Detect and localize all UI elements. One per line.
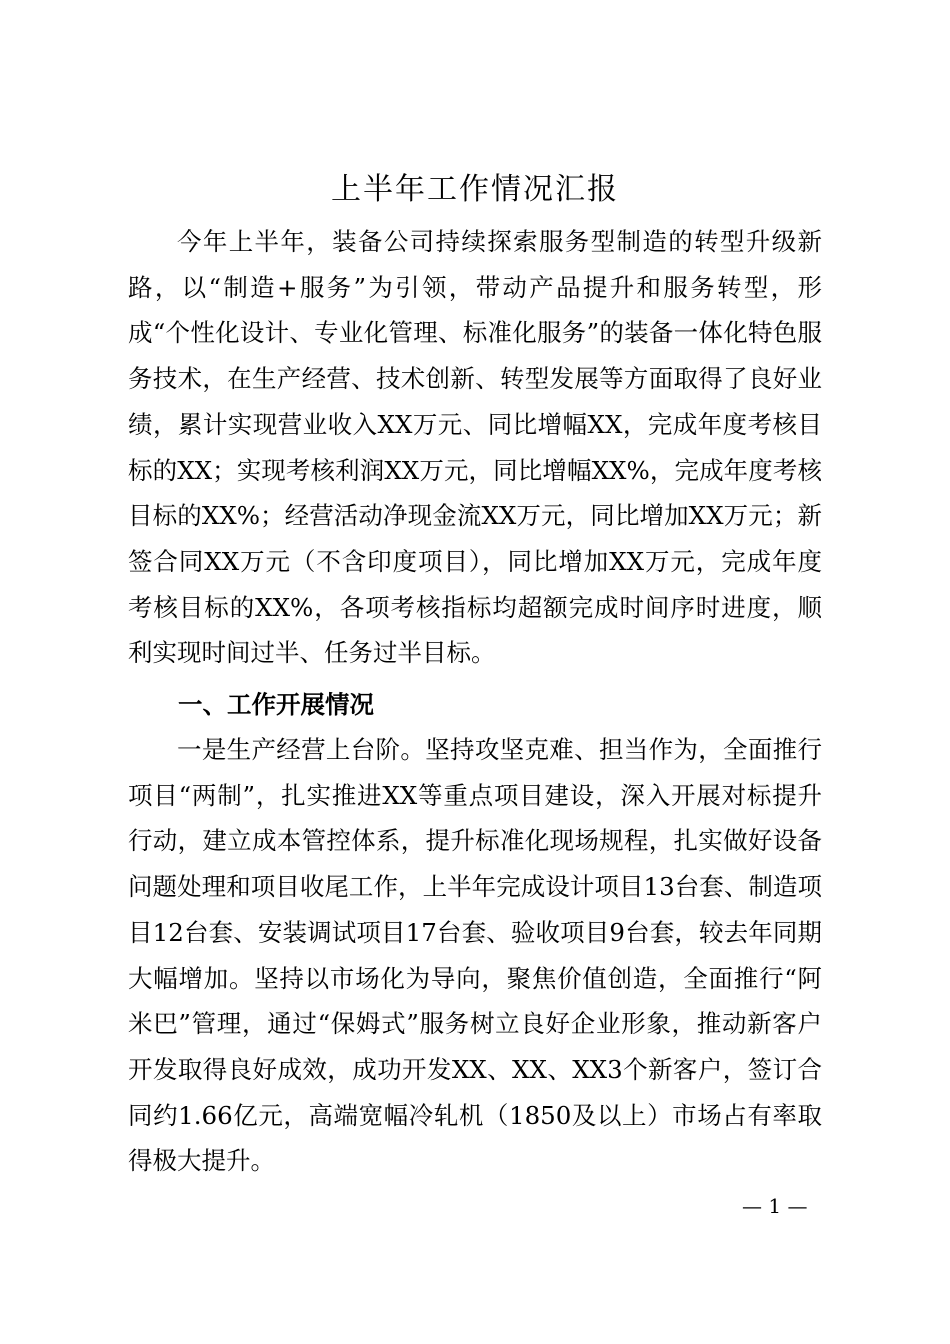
document-title: 上半年工作情况汇报 (331, 172, 619, 207)
section-heading: 一、工作开展情况 (178, 690, 374, 719)
intro-paragraph: 今年上半年，装备公司持续探索服务型制造的转型升级新路，以“制造+服务”为引领，带动产品提升和服务转型，形成“个性化设计、专业化管理、标准化服务”的装备一体化特色服务技术，在生产经营、技术创新、转型发展等方面取得了良好业绩，累计实现营业收入XX万元、同比增幅XX，完成年度考核目标的XX；实现考核利润XX万元，同比增幅XX%，完成年度考核目标的XX%；经营活动净现金流XX万元，同比增加XX万元；新签合同XX万元（不含印度项目），同比增加XX万元，完成年度考核目标的XX%，各项考核指标均超额完成时间序时进度，顺利实现时间过半、任务过半目标。 (128, 227, 822, 668)
page-number: — 1 — (742, 1194, 808, 1218)
production-paragraph: 一是生产经营上台阶。坚持攻坚克难、担当作为，全面推行项目“两制”，扎实推进XX等重点项目建设，深入开展对标提升行动，建立成本管控体系，提升标准化现场规程，扎实做好设备问题处理和项目收尾工作，上半年完成设计项目13台套、制造项目12台套、安装调试项目17台套、验收项目9台套，较去年同期大幅增加。坚持以市场化为导向，聚焦价值创造，全面推行“阿米巴”管理，通过“保姆式”服务树立良好企业形象，推动新客户开发取得良好成效，成功开发XX、XX、XX3个新客户，签订合同约1.66亿元，高端宽幅冷轧机（1850及以上）市场占有率取得极大提升。 (128, 735, 822, 1176)
